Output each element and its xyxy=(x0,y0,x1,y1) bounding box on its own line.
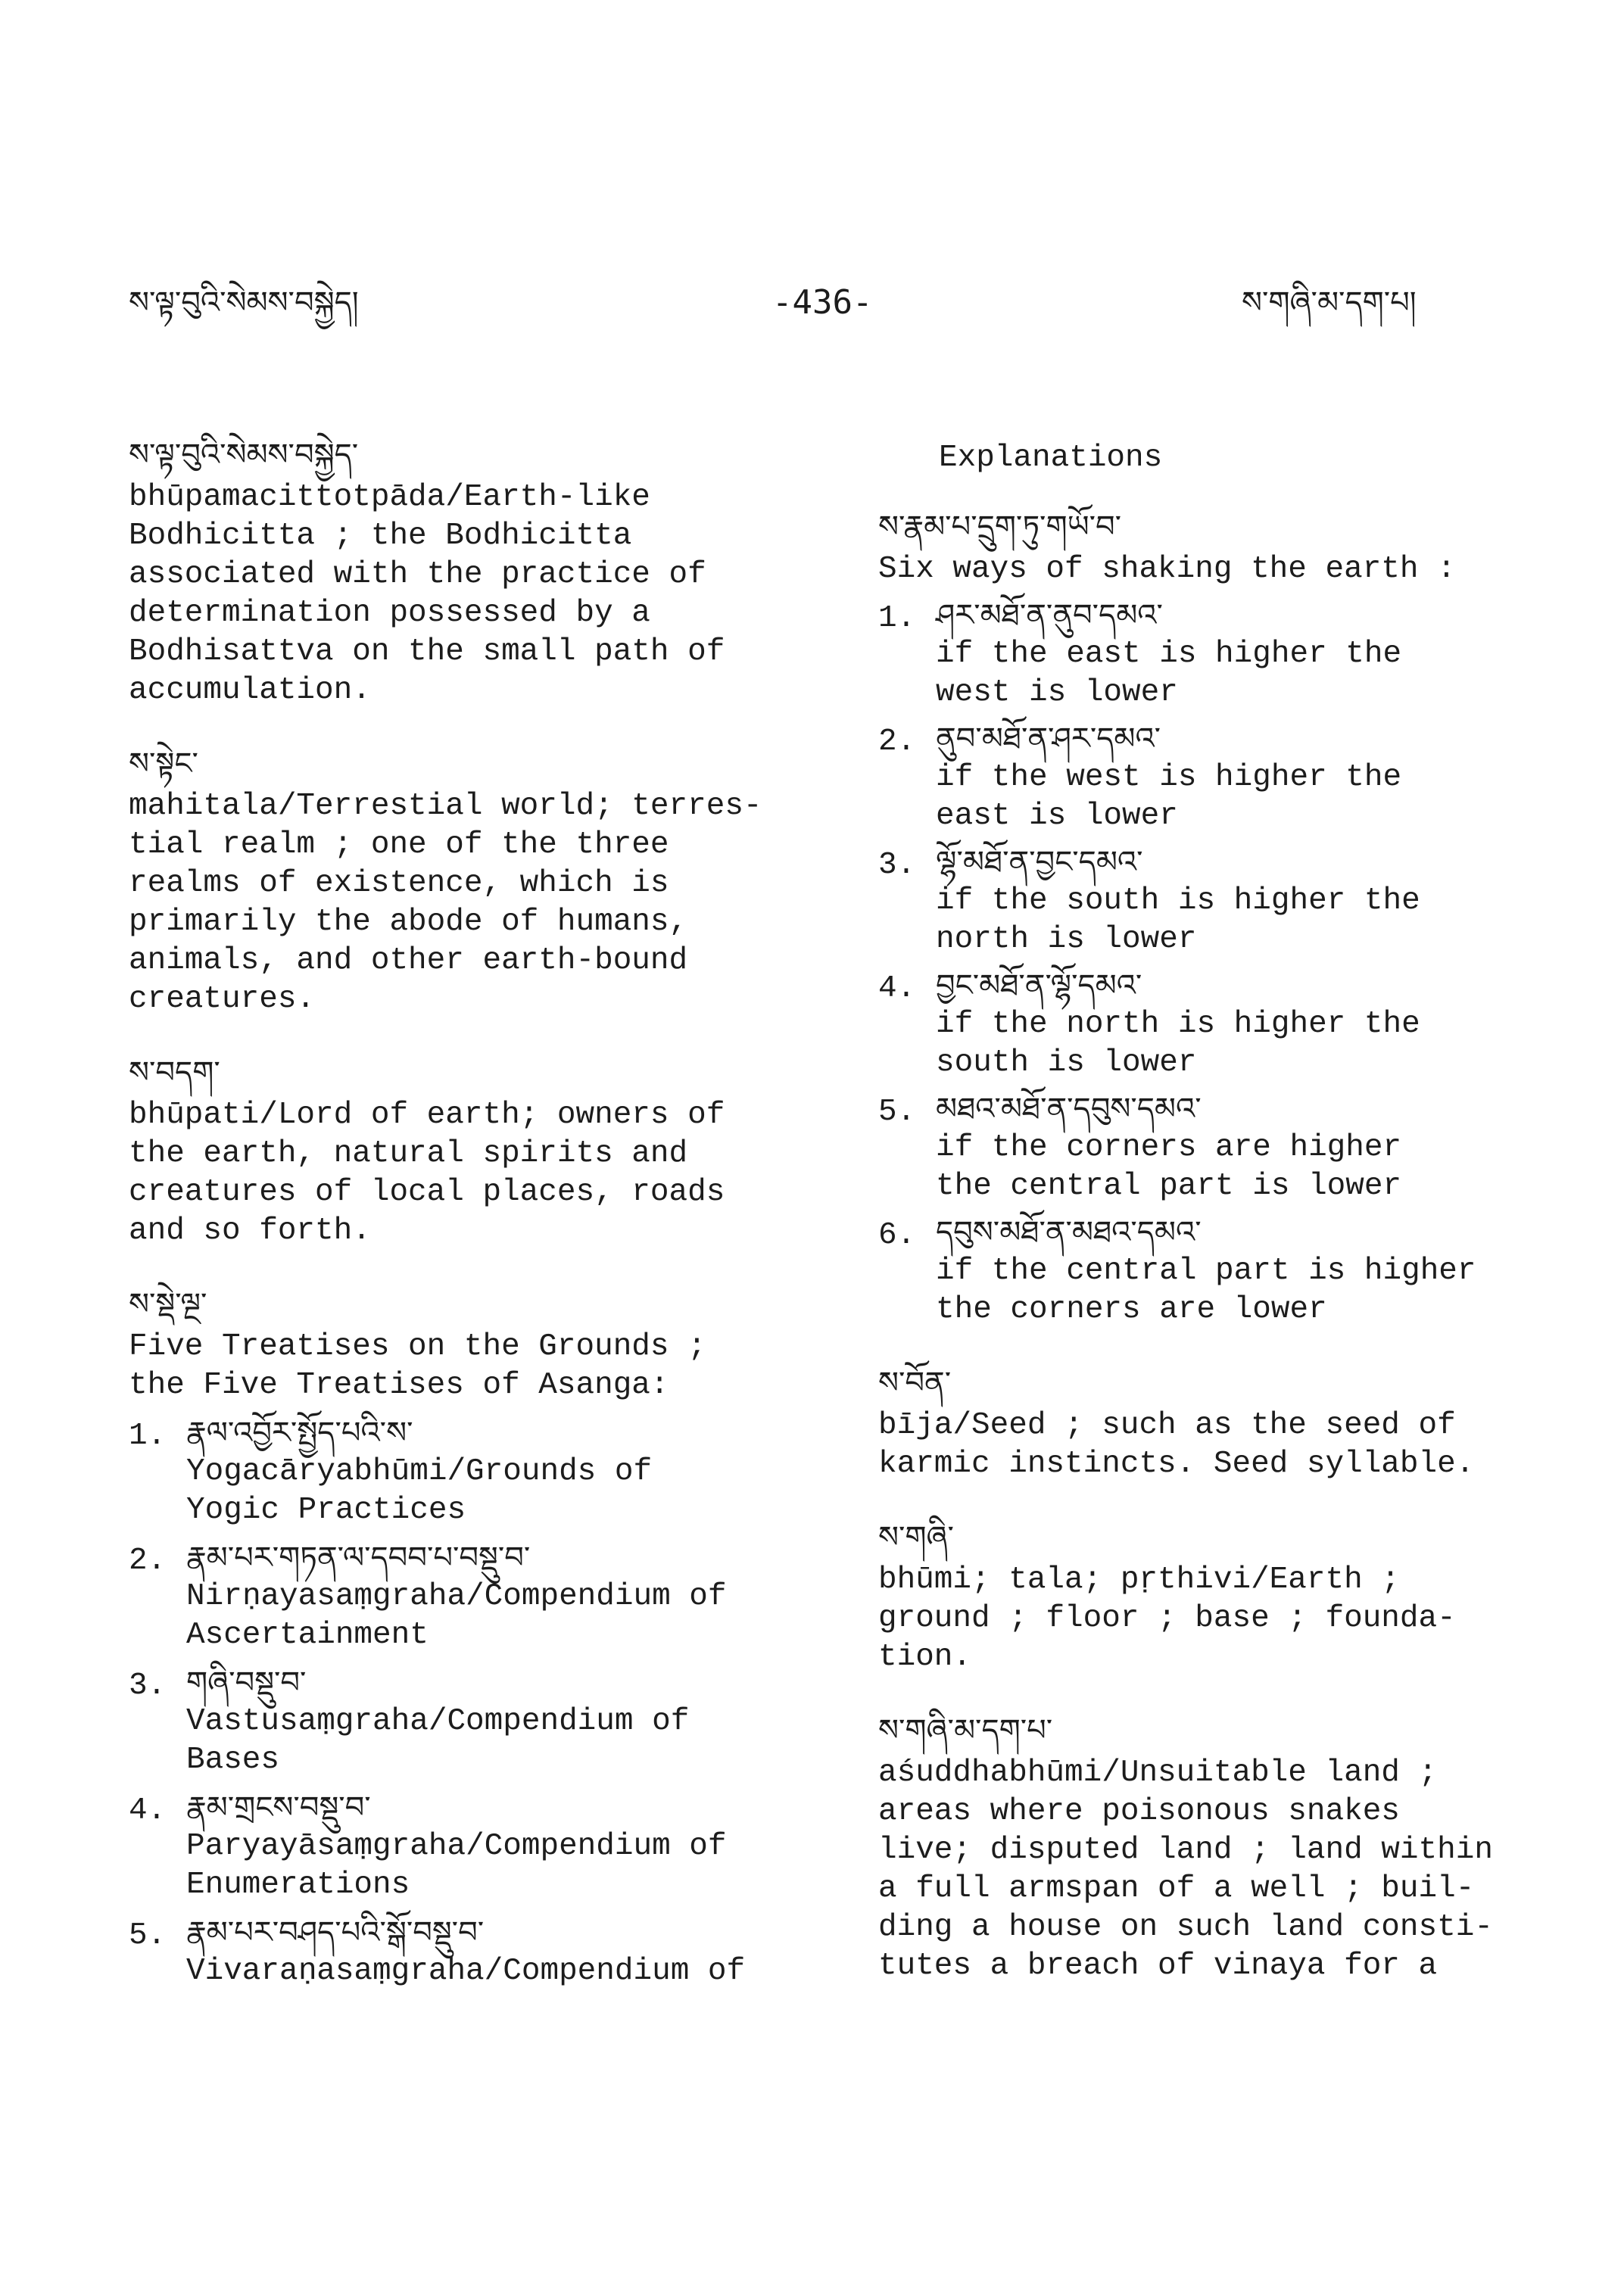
entry-definition: Five Treatises on the Grounds ; the Five Treatises of Asanga: xyxy=(129,1329,706,1403)
entry-definition: bhūpati/Lord of earth; owners of the earth, natural spirits and creatures of local places, roads and so forth. xyxy=(129,1098,725,1248)
list-item xyxy=(129,1414,810,1530)
left-column xyxy=(129,431,810,2021)
list-item xyxy=(878,720,1560,836)
list-number: 2. xyxy=(129,1544,167,1578)
list-item-tibetan: དབུས་མཐོ་ན་མཐའ་དམའ་ xyxy=(936,1215,1202,1250)
entry-headword: ས་ལྟ་བུའི་སེམས་བསྐྱེད་ xyxy=(129,438,359,472)
entry-headword: ས་བོན་ xyxy=(878,1366,952,1400)
entry-earth xyxy=(878,1514,1560,1677)
list-number: 1. xyxy=(878,601,916,636)
entry-unsuitable-land xyxy=(878,1707,1560,1986)
explanations-title: Explanations xyxy=(939,441,1163,475)
list-item-tibetan: བྱང་མཐོ་ན་ལྷོ་དམའ་ xyxy=(936,968,1142,1003)
list-item-text: if the west is higher the east is lower xyxy=(936,760,1402,833)
list-item xyxy=(878,597,1560,712)
list-item-text: Paryayāsaṃgraha/Compendium of Enumerations xyxy=(186,1829,727,1902)
entry-definition: bhūpamacittotpāda/Earth-like Bodhicitta ; the Bodhicitta associated with the practice of determination possessed by a Bodhisattva on the small path of accumulation. xyxy=(129,480,725,708)
list-number: 4. xyxy=(129,1793,167,1828)
list-item-text: if the corners are higher the central part is lower xyxy=(936,1130,1402,1204)
list-item-tibetan: མཐའ་མཐོ་ན་དབུས་དམའ་ xyxy=(936,1092,1202,1126)
list-number: 6. xyxy=(878,1218,916,1253)
list-item xyxy=(878,843,1560,959)
entry-definition: bhūmi; tala; pṛthivi/Earth ; ground ; floor ; base ; founda- tion. xyxy=(878,1562,1456,1675)
entry-terrestial-world xyxy=(129,740,810,1019)
list-item-tibetan: ནུབ་མཐོ་ན་ཤར་དམའ་ xyxy=(936,721,1161,756)
entry-headword: ས་བདག་ xyxy=(129,1055,220,1090)
entry-seed xyxy=(878,1360,1560,1484)
entry-five-treatises xyxy=(129,1281,810,1991)
list-item-tibetan: ཤར་མཐོ་ན་ནུབ་དམའ་ xyxy=(936,598,1163,633)
list-item-text: Nirṇayasaṃgraha/Compendium of Ascertainment xyxy=(186,1579,727,1653)
list-item-text: if the south is higher the north is lower xyxy=(936,883,1420,957)
list-number: 3. xyxy=(129,1668,167,1703)
entry-lord-of-earth xyxy=(129,1049,810,1251)
list-number: 5. xyxy=(878,1095,916,1129)
list-number: 4. xyxy=(878,971,916,1006)
list-number: 1. xyxy=(129,1419,167,1453)
right-column xyxy=(878,435,1560,2016)
entry-definition: aśuddhabhūmi/Unsuitable land ; areas where poisonous snakes live; disputed land ; land within a full armspan of a well ; buil- ding a house on such land consti- tutes a breach of vinaya for a xyxy=(878,1756,1493,1983)
list-item xyxy=(129,1539,810,1655)
entry-six-ways-of-shaking xyxy=(878,503,1560,1329)
list-number: 3. xyxy=(878,848,916,883)
list-item-text: Vivaraṇasaṃgraha/Compendium of xyxy=(186,1954,746,1989)
list-item-text: if the central part is higher the corners are lower xyxy=(936,1254,1476,1327)
list-item-tibetan: གཞི་བསྡུ་བ་ xyxy=(186,1665,307,1700)
list-item-tibetan: རྣམ་པར་བཤད་པའི་སྒོ་བསྡུ་བ་ xyxy=(186,1915,485,1950)
page-number: -436- xyxy=(772,283,873,322)
entry-definition: Six ways of shaking the earth : xyxy=(878,552,1456,587)
list-item-tibetan: རྣལ་འབྱོར་སྤྱོད་པའི་ས་ xyxy=(186,1416,413,1450)
entry-headword: ས་སྟེང་ xyxy=(129,746,198,781)
entry-definition: bīja/Seed ; such as the seed of karmic instincts. Seed syllable. xyxy=(878,1408,1475,1481)
running-head-right: ས་གཞི་མ་དག་པ། xyxy=(1242,285,1417,320)
list-item xyxy=(129,1914,810,1991)
entry-headword: ས་གཞི་མ་དག་པ་ xyxy=(878,1713,1053,1748)
running-head-left: ས་ལྟ་བུའི་སེམས་བསྐྱེད། xyxy=(129,285,359,320)
entry-definition: mahitala/Terrestial world; terres- tial realm ; one of the three realms of existence, which is primarily the abode of humans, animals, and other earth-bound creatures. xyxy=(129,789,762,1017)
list-item xyxy=(878,1213,1560,1329)
list-number: 5. xyxy=(129,1918,167,1953)
list-number: 2. xyxy=(878,724,916,759)
list-item-text: if the east is higher the west is lower xyxy=(936,637,1402,710)
list-item xyxy=(129,1664,810,1780)
entry-headword: ས་གཞི་ xyxy=(878,1520,954,1555)
list-item-tibetan: རྣམ་གྲངས་བསྡུ་བ་ xyxy=(186,1790,371,1825)
list-item-tibetan: རྣམ་པར་གཏན་ལ་དབབ་པ་བསྡུ་བ་ xyxy=(186,1541,531,1575)
entry-headword: ས་རྣམ་པ་དྲུག་ཏུ་གཡོ་བ་ xyxy=(878,509,1122,544)
list-item-text: Yogacāryabhūmi/Grounds of Yogic Practices xyxy=(186,1454,653,1528)
list-item xyxy=(878,1090,1560,1206)
list-item-tibetan: ལྷོ་མཐོ་ན་བྱང་དམའ་ xyxy=(936,845,1143,880)
entry-headword: ས་སྡེ་ལྔ་ xyxy=(129,1287,207,1322)
list-item-text: if the north is higher the south is lower xyxy=(936,1007,1420,1080)
entry-earth-like-bodhicitta xyxy=(129,431,810,710)
list-item xyxy=(129,1789,810,1905)
list-item-text: Vastusaṃgraha/Compendium of Bases xyxy=(186,1704,690,1777)
list-item xyxy=(878,967,1560,1083)
